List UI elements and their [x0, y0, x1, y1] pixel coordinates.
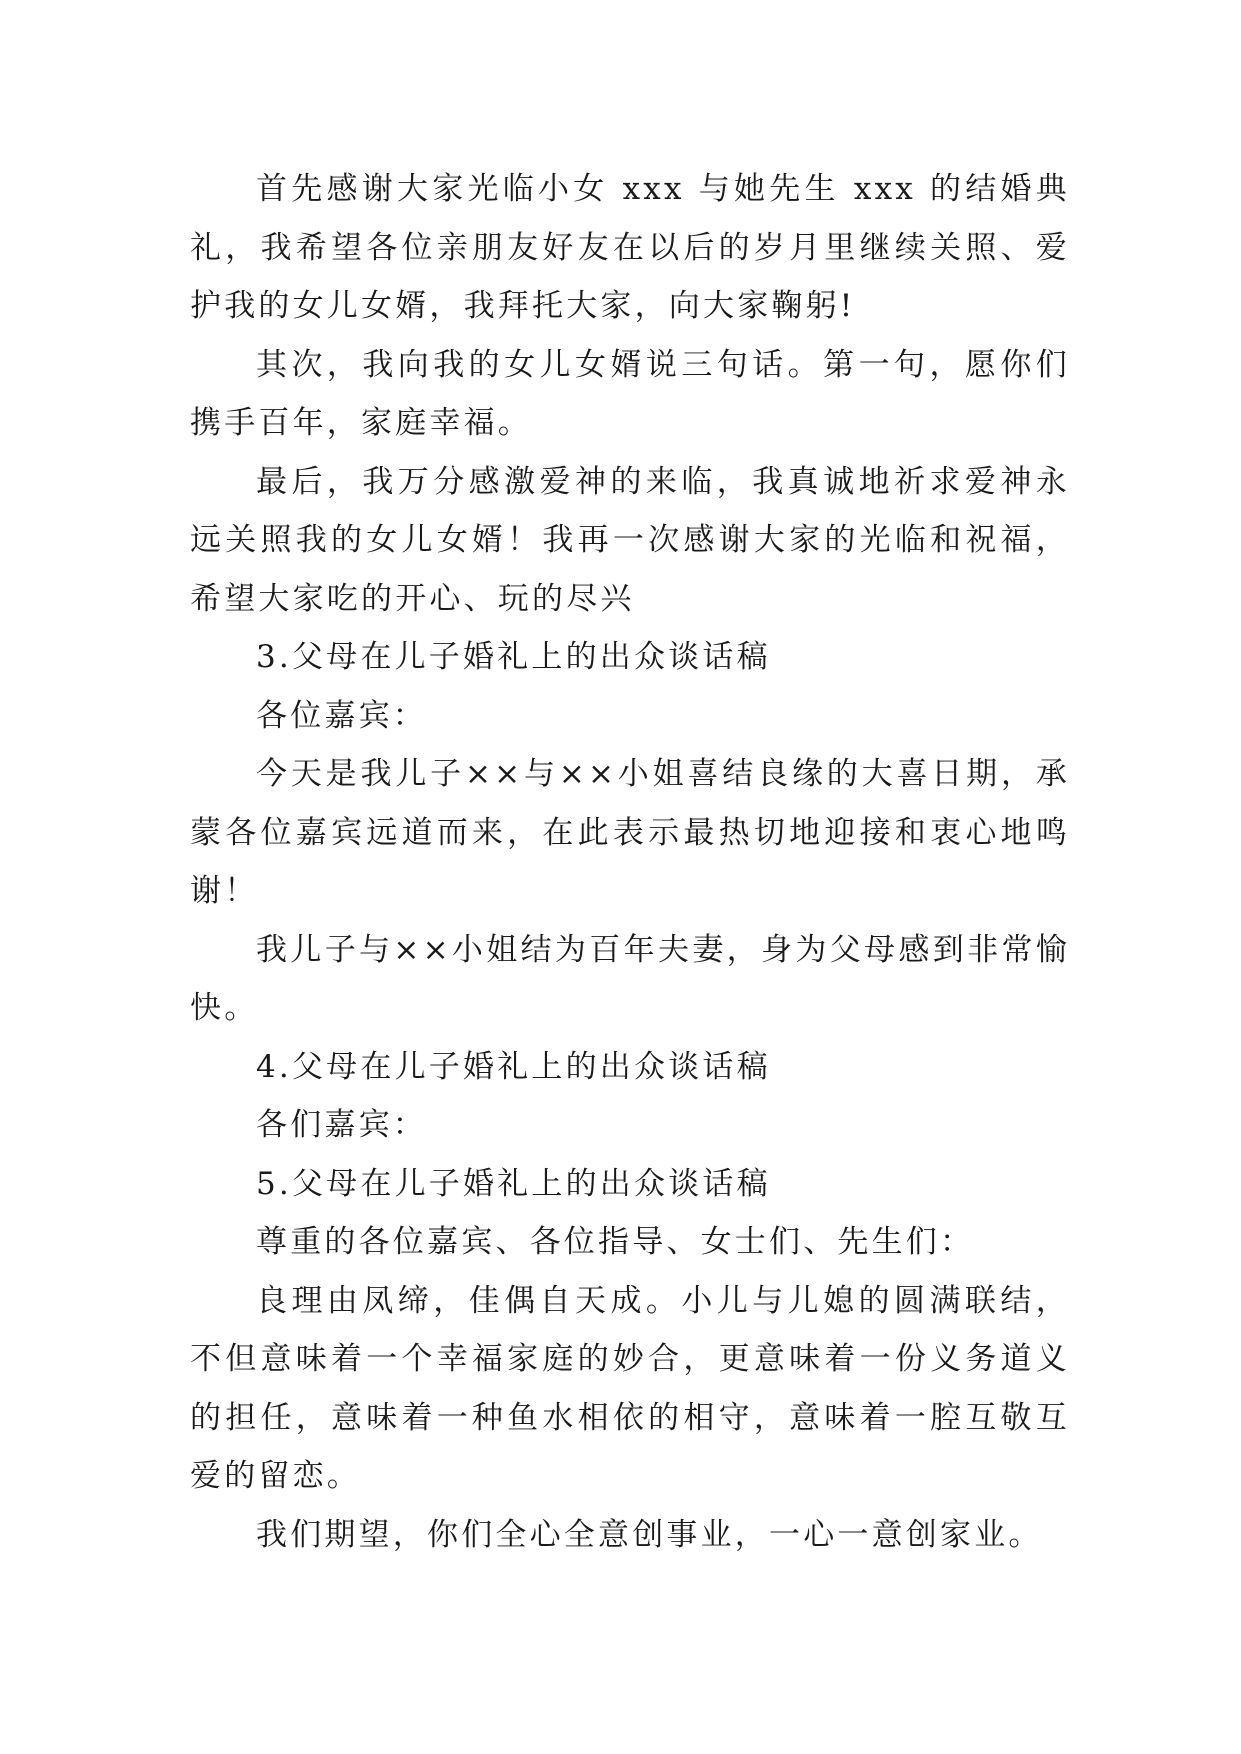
paragraph: 其次，我向我的女儿女婿说三句话。第一句，愿你们携手百年，家庭幸福。 — [190, 346, 1070, 441]
paragraph: 我儿子与××小姐结为百年夫妻，身为父母感到非常愉快。 — [190, 931, 1070, 1026]
section-heading: 3.父母在儿子婚礼上的出众谈话稿 — [256, 639, 771, 675]
document-body — [190, 160, 1070, 1564]
paragraph: 最后，我万分感激爱神的来临，我真诚地祈求爱神永远关照我的女儿女婿！我再一次感谢大家的光临和祝福，希望大家吃的开心、玩的尽兴 — [190, 463, 1070, 617]
paragraph: 良理由凤缔，佳偶自天成。小儿与儿媳的圆满联结，不但意味着一个幸福家庭的妙合，更意味着一份义务道义的担任，意味着一种鱼水相依的相守，意味着一腔互敬互爱的留恋。 — [190, 1282, 1070, 1494]
section-heading: 5.父母在儿子婚礼上的出众谈话稿 — [256, 1165, 771, 1202]
paragraph: 我们期望，你们全心全意创事业，一心一意创家业。 — [256, 1516, 1043, 1553]
paragraph: 今天是我儿子××与××小姐喜结良缘的大喜日期，承蒙各位嘉宾远道而来，在此表示最热切地迎接和衷心地鸣谢！ — [190, 756, 1070, 909]
salutation: 各们嘉宾： — [256, 1107, 427, 1143]
salutation: 各位嘉宾： — [256, 697, 427, 734]
section-heading: 4.父母在儿子婚礼上的出众谈话稿 — [256, 1048, 771, 1085]
salutation: 尊重的各位嘉宾、各位指导、女士们、先生们： — [256, 1224, 975, 1260]
paragraph: 首先感谢大家光临小女 xxx 与她先生 xxx 的结婚典礼，我希望各位亲朋友好友在以后的岁月里继续关照、爱护我的女儿女婿，我拜托大家，向大家鞠躬! — [190, 171, 1070, 324]
